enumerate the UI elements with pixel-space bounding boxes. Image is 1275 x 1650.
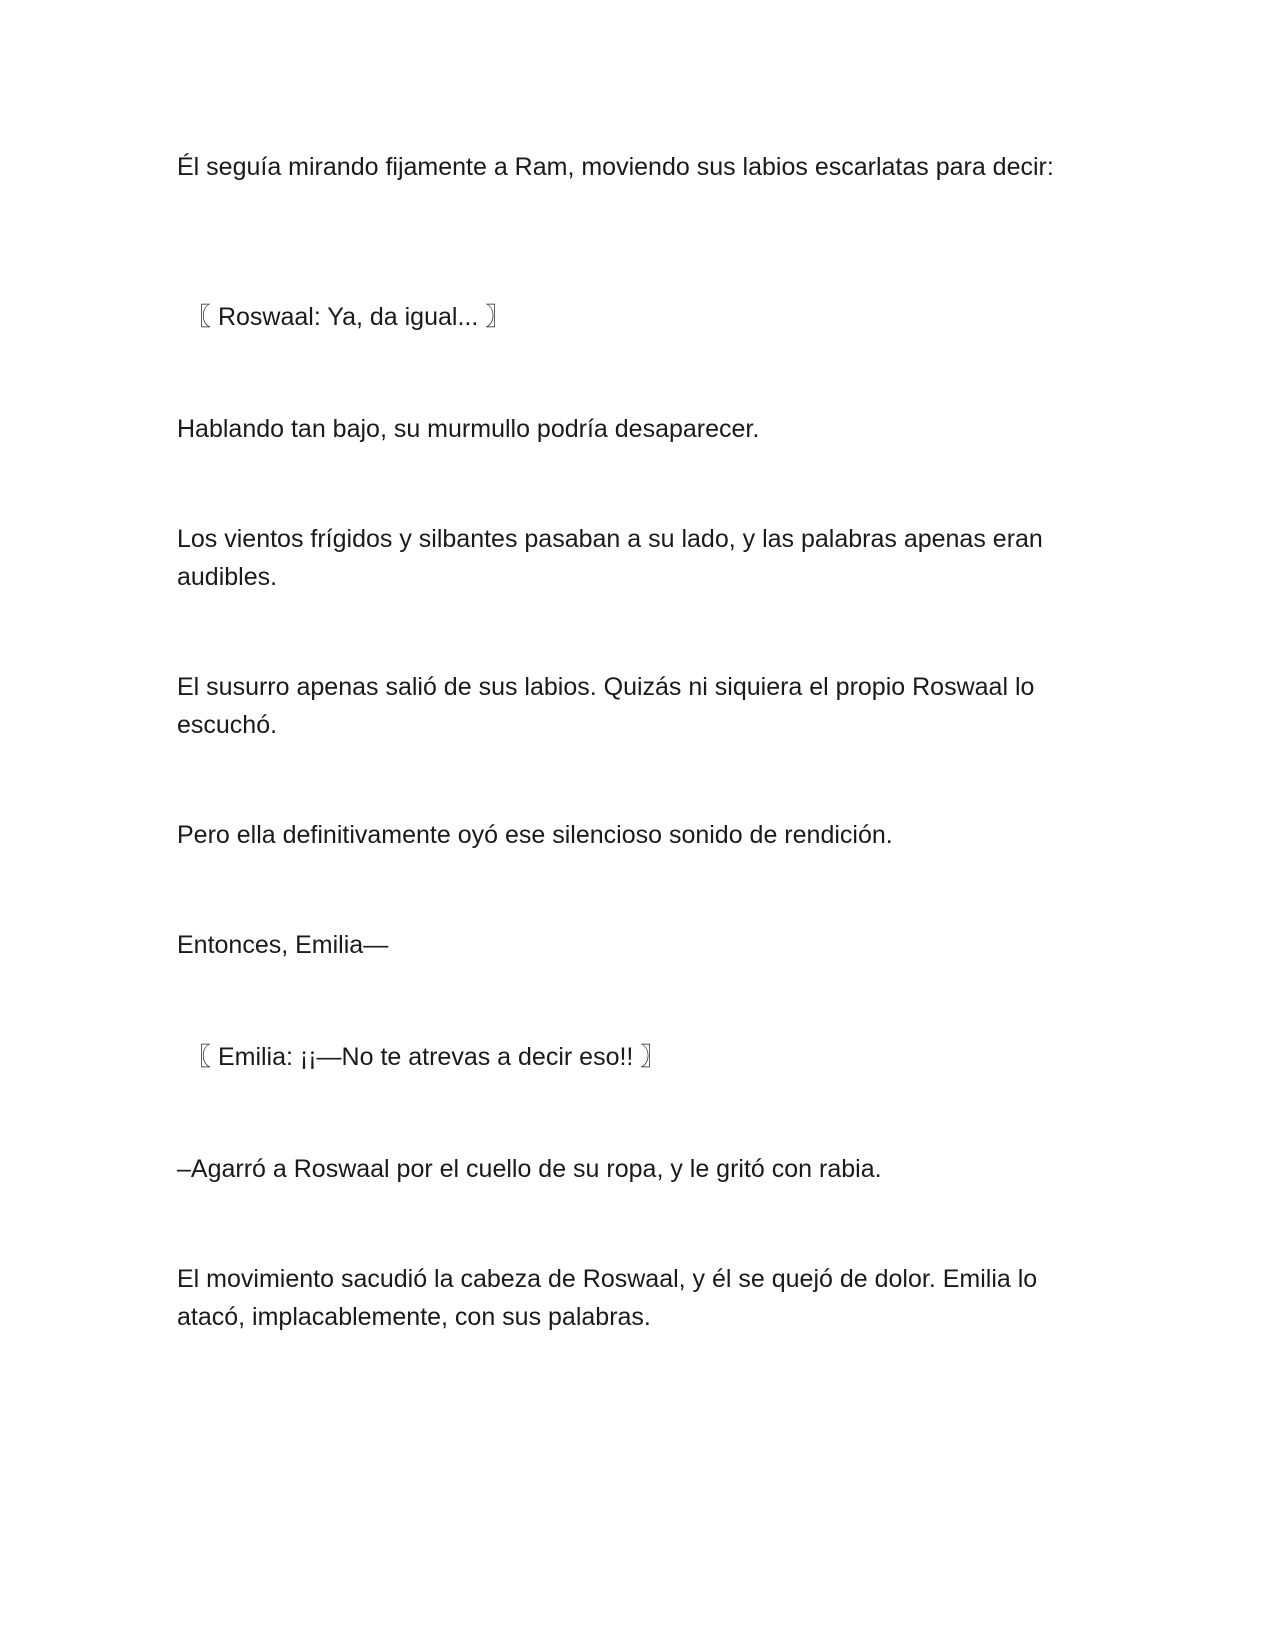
dialogue-emilia: 〖 Emilia: ¡¡—No te atrevas a decir eso!! 〗 bbox=[186, 1043, 666, 1071]
paragraph-6: Entonces, Emilia— bbox=[177, 931, 389, 959]
paragraph-4: El susurro apenas salió de sus labios. Quizás ni siquiera el propio Roswaal lo escuchó. bbox=[177, 673, 1035, 739]
dialogue-roswaal: 〖 Roswaal: Ya, da igual... 〗 bbox=[186, 303, 511, 331]
paragraph-8: El movimiento sacudió la cabeza de Roswaal, y él se quejó de dolor. Emilia lo atacó, implacablemente, con sus palabras. bbox=[177, 1265, 1038, 1331]
paragraph-7: –Agarró a Roswaal por el cuello de su ropa, y le gritó con rabia. bbox=[177, 1155, 882, 1183]
paragraph-2: Hablando tan bajo, su murmullo podría desaparecer. bbox=[177, 415, 760, 443]
paragraph-5: Pero ella definitivamente oyó ese silencioso sonido de rendición. bbox=[177, 821, 893, 849]
paragraph-3: Los vientos frígidos y silbantes pasaban a su lado, y las palabras apenas eran audibles. bbox=[177, 525, 1043, 591]
paragraph-1: Él seguía mirando fijamente a Ram, moviendo sus labios escarlatas para decir: bbox=[177, 153, 1054, 181]
